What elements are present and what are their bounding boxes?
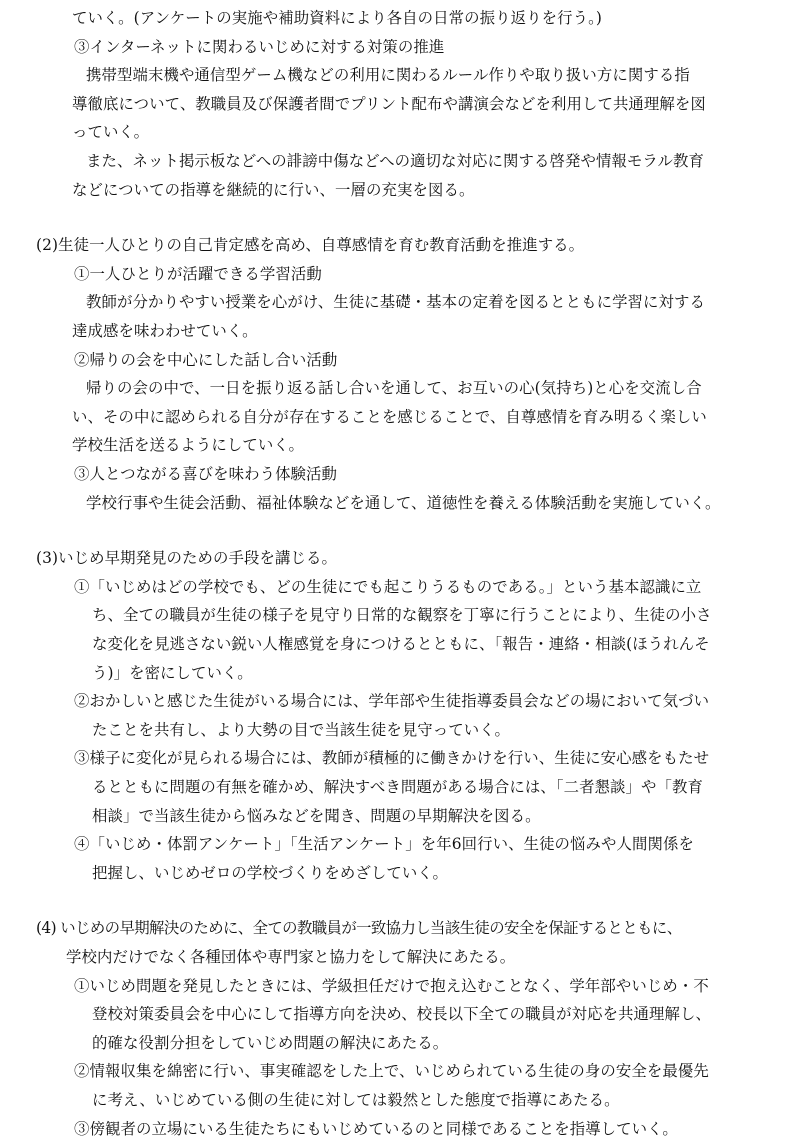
text-line: 的確な役割分担をしていじめ問題の解決にあたる。 <box>92 1033 449 1052</box>
text-line: う)」を密にしていく。 <box>92 663 253 682</box>
text-line: な変化を見逃さない鋭い人権感覚を身につけるとともに、「報告・連絡・相談(ほうれんそ <box>92 635 710 653</box>
text-line: 帰りの会の中で、一日を振り返る話し合いを通して、お互いの心(気持ち)と心を交流し合 <box>86 379 702 398</box>
list-item: ③様子に変化が見られる場合には、教師が積極的に働きかけを行い、生徒に安心感をもたせ <box>74 749 710 768</box>
text-line: 学校行事や生徒会活動、福祉体験などを通して、道徳性を養える体験活動を実施していく。 <box>86 493 721 512</box>
text-line: 学校内だけでなく各種団体や専門家と協力をして解決にあたる。 <box>66 948 516 966</box>
list-item: ④「いじめ・体罰アンケート」「生活アンケート」を年6回行い、生徒の悩みや人間関係を <box>74 835 694 854</box>
item-heading: ①一人ひとりが活躍できる学習活動 <box>74 264 322 283</box>
text-line: 登校対策委員会を中心にして指導方向を決め、校長以下全ての職員が対応を共通理解し、 <box>92 1005 712 1024</box>
text-line: 達成感を味わわせていく。 <box>72 322 258 340</box>
text-line: 教師が分かりやすい授業を心がけ、生徒に基礎・基本の定着を図るとともに学習に対する <box>86 293 706 312</box>
text-line: たことを共有し、より大勢の目で当該生徒を見守っていく。 <box>92 720 510 739</box>
text-line: に考え、いじめている側の生徒に対しては毅然とした態度で指導にあたる。 <box>92 1091 620 1109</box>
list-item: ②情報収集を綿密に行い、事実確認をした上で、いじめられている生徒の身の安全を最優先 <box>74 1062 709 1081</box>
text-line: ち、全ての職員が生徒の様子を見守り日常的な観察を丁寧に行うことにより、生徒の小さ <box>92 606 712 625</box>
section-heading: (3)いじめ早期発見のための手段を講じる。 <box>36 549 337 568</box>
list-item: ③傍観者の立場にいる生徒たちにもいじめているのと同様であることを指導していく。 <box>74 1119 678 1138</box>
text-line: 把握し、いじめゼロの学校づくりをめざしていく。 <box>92 863 448 882</box>
text-line: っていく。 <box>72 123 150 142</box>
text-line: ていく。(アンケートの実施や補助資料により各自の日常の振り返りを行う。) <box>72 9 602 27</box>
section-heading: (4) いじめの早期解決のために、全ての教職員が一致協力し当該生徒の安全を保証するとともに、 <box>36 919 682 938</box>
text-line: い、その中に認められる自分が存在することを感じることで、自尊感情を育み明るく楽しい <box>72 407 707 426</box>
text-line: 導徹底について、教職員及び保護者間でプリント配布や講演会などを利用して共通理解を図 <box>72 94 706 113</box>
item-heading: ②帰りの会を中心にした話し合い活動 <box>74 350 338 369</box>
text-line: などについての指導を継続的に行い、一層の充実を図る。 <box>72 180 475 199</box>
list-item: ①「いじめはどの学校でも、どの生徒にでも起こりうるものである。」という基本認識に立 <box>74 577 702 596</box>
list-item: ①いじめ問題を発見したときには、学級担任だけで抱え込むことなく、学年部やいじめ・不 <box>74 976 709 995</box>
list-item: ②おかしいと感じた生徒がいる場合には、学年部や生徒指導委員会などの場において気づい <box>74 692 710 711</box>
text-line: るとともに問題の有無を確かめ、解決すべき問題がある場合には、「二者懇談」や「教育 <box>92 778 704 796</box>
text-line: また、ネット掲示板などへの誹謗中傷などへの適切な対応に関する啓発や情報モラル教育 <box>86 152 704 170</box>
text-line: 学校生活を送るようにしていく。 <box>72 436 305 455</box>
text-line: 携帯型端末機や通信型ゲーム機などの利用に関わるルール作りや取り扱い方に関する指 <box>86 66 690 85</box>
item-heading: ③インターネットに関わるいじめに対する対策の推進 <box>74 37 445 56</box>
item-heading: ③人とつながる喜びを味わう体験活動 <box>74 465 338 483</box>
text-line: 相談」で当該生徒から悩みなどを聞き、問題の早期解決を図る。 <box>92 806 541 825</box>
section-heading: (2)生徒一人ひとりの自己肯定感を高め、自尊感情を育む教育活動を推進する。 <box>36 236 585 255</box>
